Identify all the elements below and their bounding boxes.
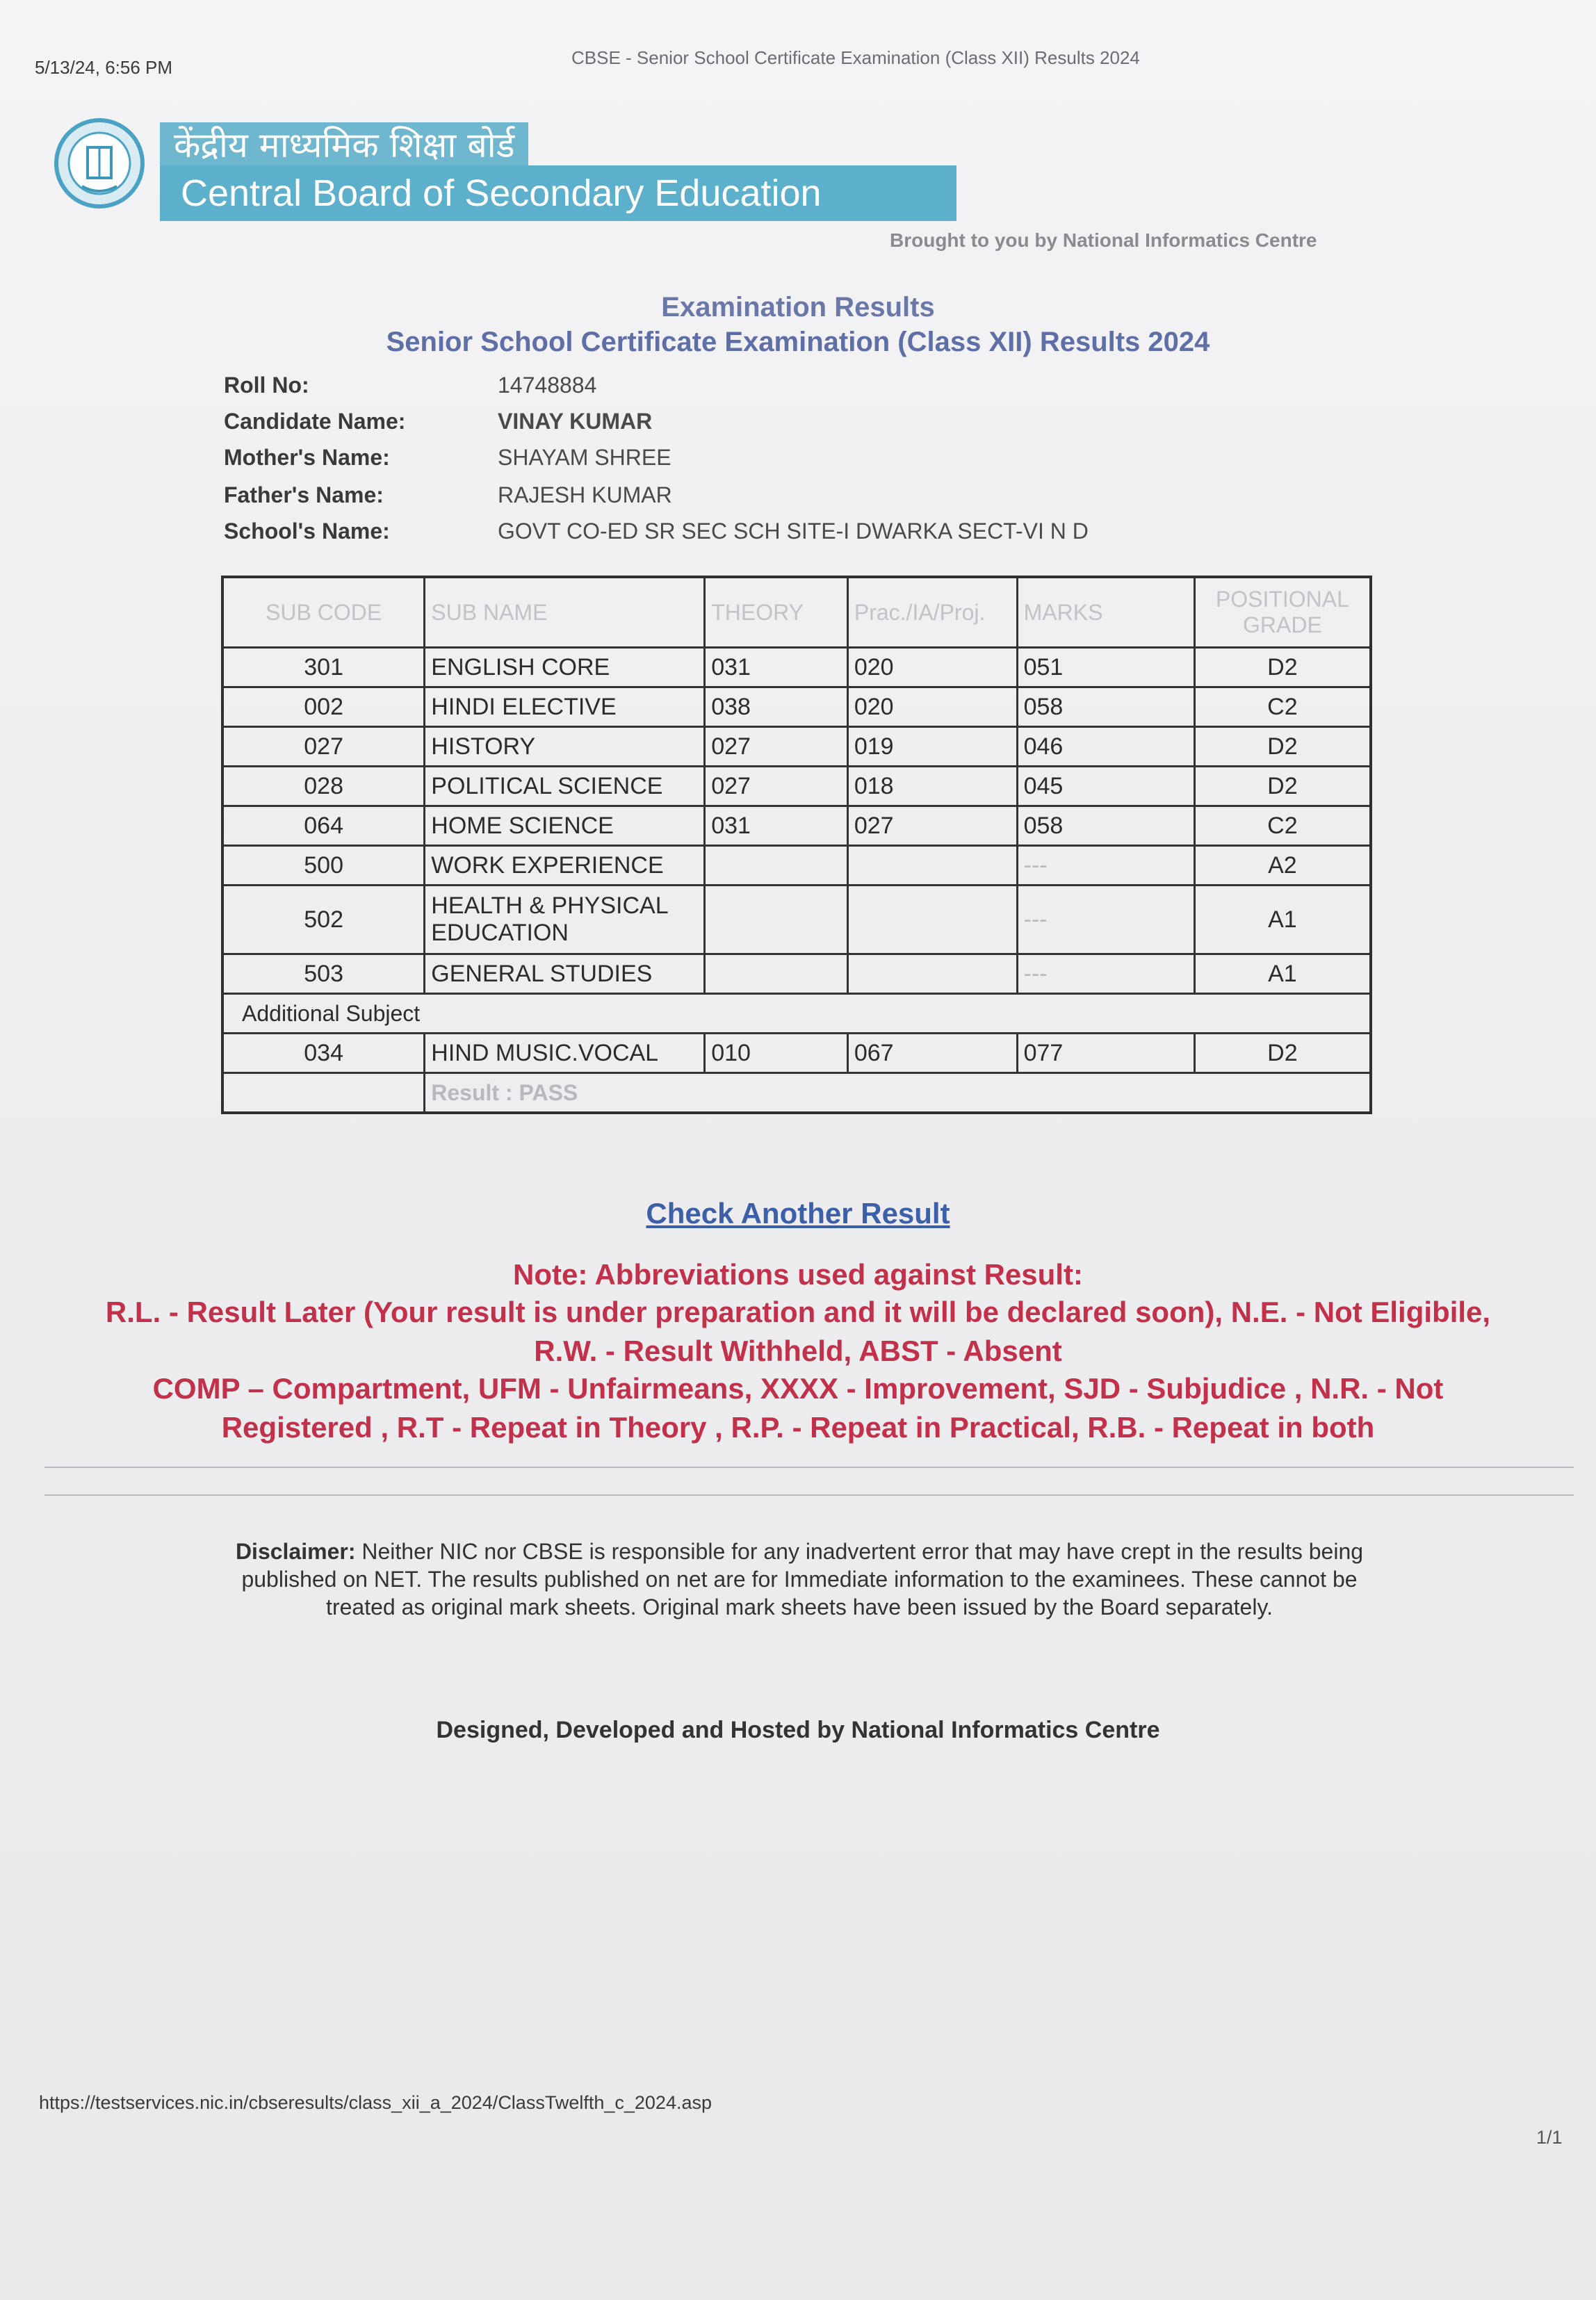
- cell-prac: 018: [847, 767, 1017, 806]
- cell-grade: A1: [1194, 954, 1371, 994]
- col-sub-name: SUB NAME: [425, 577, 705, 648]
- table-row: [222, 886, 1371, 954]
- additional-subject-row: [222, 994, 1371, 1034]
- mother-name-value: SHAYAM SHREE: [498, 445, 671, 470]
- school-name-value: GOVT CO-ED SR SEC SCH SITE-I DWARKA SECT-VI N D: [498, 519, 1089, 544]
- cell-grade: D2: [1194, 767, 1371, 806]
- note-line-1: R.L. - Result Later (Your result is under preparation and it will be declared soon), N.E. - Not Eligibile,: [105, 1296, 1491, 1328]
- cell-prac: 019: [847, 727, 1017, 767]
- check-another-result-link[interactable]: Check Another Result: [646, 1197, 950, 1230]
- table-row: [222, 687, 1371, 727]
- exam-subtitle: Senior School Certificate Examination (Class XII) Results 2024: [386, 327, 1210, 357]
- roll-no-value: 14748884: [498, 373, 597, 398]
- cbse-logo-icon: [54, 104, 145, 222]
- note-line-2: R.W. - Result Withheld, ABST - Absent: [534, 1335, 1062, 1367]
- cell-prac: 020: [847, 648, 1017, 687]
- cell-name: GENERAL STUDIES: [425, 954, 705, 994]
- table-row: [222, 727, 1371, 767]
- father-name-value: RAJESH KUMAR: [498, 482, 672, 507]
- cell-theory: [705, 846, 848, 886]
- cell-theory: [705, 886, 848, 954]
- father-name-label: Father's Name:: [224, 482, 384, 507]
- cell-grade: D2: [1194, 1034, 1371, 1073]
- table-row: [222, 954, 1371, 994]
- cell-prac: 020: [847, 687, 1017, 727]
- cell-grade: A1: [1194, 886, 1371, 954]
- school-name-label: School's Name:: [224, 519, 390, 544]
- cell-code: 301: [222, 648, 425, 687]
- cell-code: 028: [222, 767, 425, 806]
- cell-theory: 038: [705, 687, 848, 727]
- page-title: Examination Results: [661, 292, 935, 323]
- cell-theory: 031: [705, 648, 848, 687]
- cell-code: 027: [222, 727, 425, 767]
- cell-code: 502: [222, 886, 425, 954]
- cell-code: 002: [222, 687, 425, 727]
- cell-grade: A2: [1194, 846, 1371, 886]
- table-row: [222, 767, 1371, 806]
- table-row: [222, 806, 1371, 846]
- print-doc-title: CBSE - Senior School Certificate Examination (Class XII) Results 2024: [571, 47, 1140, 68]
- cell-name: ENGLISH CORE: [425, 648, 705, 687]
- cell-marks: 046: [1017, 727, 1194, 767]
- cell-prac: 027: [847, 806, 1017, 846]
- cell-name: HINDI ELECTIVE: [425, 687, 705, 727]
- cell-prac: [847, 846, 1017, 886]
- cell-marks: ---: [1017, 846, 1194, 886]
- disclaimer-label: Disclaimer:: [235, 1539, 356, 1564]
- cell-theory: 027: [705, 767, 848, 806]
- cell-prac: [847, 886, 1017, 954]
- cell-name: HEALTH & PHYSICAL EDUCATION: [425, 886, 705, 954]
- cell-name: POLITICAL SCIENCE: [425, 767, 705, 806]
- cell-marks: 077: [1017, 1034, 1194, 1073]
- cell-code: 500: [222, 846, 425, 886]
- col-theory: THEORY: [705, 577, 848, 648]
- cell-code: 034: [222, 1034, 425, 1073]
- table-row: [222, 1034, 1371, 1073]
- result-row: [222, 1073, 1371, 1114]
- divider: [44, 1467, 1574, 1468]
- additional-subject-label: Additional Subject: [222, 994, 1371, 1034]
- cell-marks: ---: [1017, 886, 1194, 954]
- cell-name: HOME SCIENCE: [425, 806, 705, 846]
- col-grade: POSITIONAL GRADE: [1194, 577, 1371, 648]
- banner-english-title: Central Board of Secondary Education: [160, 165, 956, 221]
- cell-grade: C2: [1194, 687, 1371, 727]
- col-marks: MARKS: [1017, 577, 1194, 648]
- cell-prac: 067: [847, 1034, 1017, 1073]
- note-line-4: Registered , R.T - Repeat in Theory , R.P. - Repeat in Practical, R.B. - Repeat in both: [221, 1411, 1375, 1444]
- table-row: [222, 846, 1371, 886]
- banner-hindi-title: केंद्रीय माध्यमिक शिक्षा बोर्ड: [160, 122, 528, 168]
- footer-page-number: 1/1: [1536, 2127, 1563, 2148]
- results-table: [221, 576, 1372, 1114]
- table-header-row: [222, 577, 1371, 648]
- nic-tagline: Brought to you by National Informatics Centre: [890, 229, 1317, 251]
- cell-grade: D2: [1194, 648, 1371, 687]
- cell-theory: 027: [705, 727, 848, 767]
- cell-name: HIND MUSIC.VOCAL: [425, 1034, 705, 1073]
- cell-marks: 045: [1017, 767, 1194, 806]
- footer-url: https://testservices.nic.in/cbseresults/class_xii_a_2024/ClassTwelfth_c_2024.asp: [39, 2092, 712, 2113]
- divider: [44, 1494, 1574, 1496]
- cell-theory: [705, 954, 848, 994]
- col-prac: Prac./IA/Proj.: [847, 577, 1017, 648]
- disclaimer-text: Neither NIC nor CBSE is responsible for any inadvertent error that may have crept in the results being published on NET. The results published on net are for Immediate information to the examinees. These cannot be treated as original mark sheets. Original mark sheets have been issued by the Board separately.: [241, 1539, 1364, 1620]
- cell-marks: 051: [1017, 648, 1194, 687]
- cell-code: 064: [222, 806, 425, 846]
- designed-by: Designed, Developed and Hosted by National Informatics Centre: [436, 1717, 1160, 1743]
- cell-grade: D2: [1194, 727, 1371, 767]
- note-line-3: COMP – Compartment, UFM - Unfairmeans, XXXX - Improvement, SJD - Subjudice , N.R. - Not: [152, 1372, 1444, 1405]
- table-row: [222, 648, 1371, 687]
- roll-no-label: Roll No:: [224, 373, 309, 398]
- cell-prac: [847, 954, 1017, 994]
- cell-name: HISTORY: [425, 727, 705, 767]
- cell-marks: 058: [1017, 687, 1194, 727]
- result-status: Result : PASS: [425, 1073, 1371, 1114]
- cell-theory: 031: [705, 806, 848, 846]
- cell-name: WORK EXPERIENCE: [425, 846, 705, 886]
- note-heading: Note: Abbreviations used against Result:: [513, 1258, 1083, 1291]
- col-sub-code: SUB CODE: [222, 577, 425, 648]
- print-datetime: 5/13/24, 6:56 PM: [35, 57, 173, 78]
- cell-grade: C2: [1194, 806, 1371, 846]
- cell-code: 503: [222, 954, 425, 994]
- cell-marks: ---: [1017, 954, 1194, 994]
- cell-marks: 058: [1017, 806, 1194, 846]
- candidate-name-value: VINAY KUMAR: [498, 409, 653, 434]
- cell-theory: 010: [705, 1034, 848, 1073]
- result-empty-cell: [222, 1073, 425, 1114]
- disclaimer: [222, 1538, 1376, 1621]
- mother-name-label: Mother's Name:: [224, 445, 390, 470]
- candidate-name-label: Candidate Name:: [224, 409, 406, 434]
